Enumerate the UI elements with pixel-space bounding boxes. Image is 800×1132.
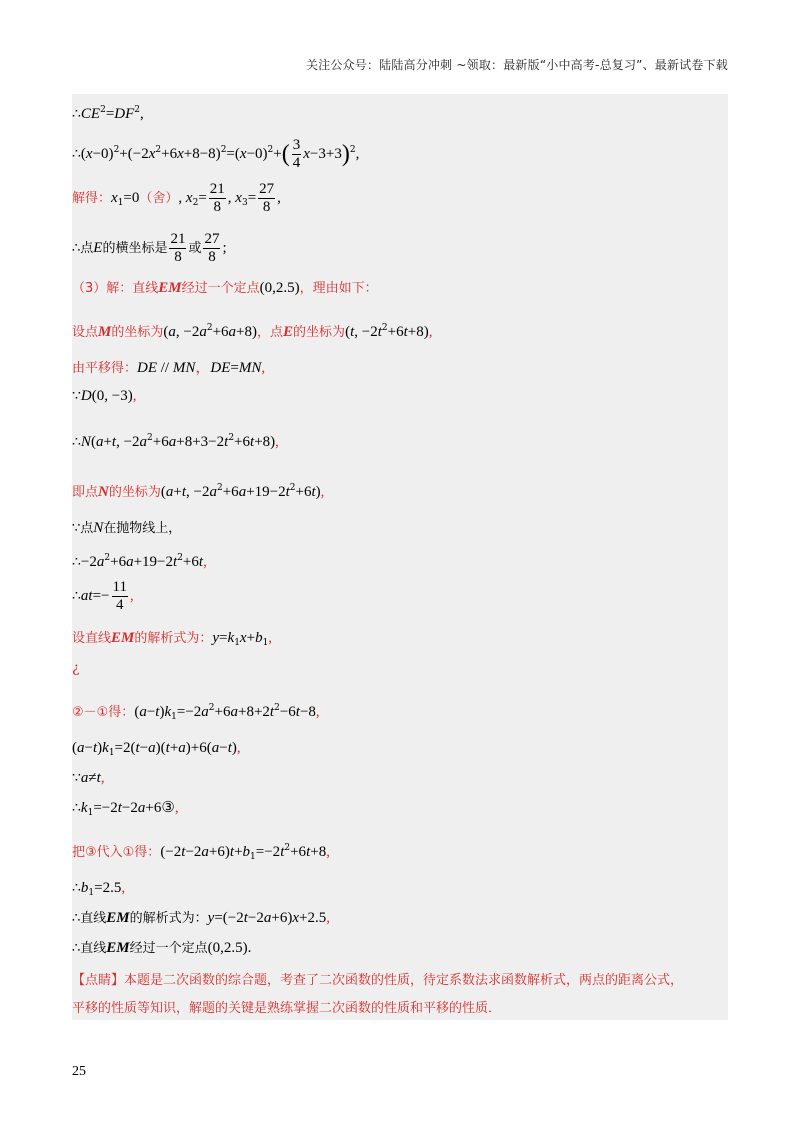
comment-tag: 【点睛】 — [72, 973, 125, 988]
page-header: 关注公众号：陆陆高分冲刺 ~领取：最新版“小中高考-总复习”、最新试卷下载 — [305, 58, 728, 72]
page-number: 25 — [72, 1064, 86, 1079]
line-conclusion: ∴直线EM经过一个定点(0,2.5). — [72, 940, 252, 956]
line-e-abscissa: ∴点E的横坐标是 $\frac{21}{8}$ 或 $\frac{27}{8}$ ; — [72, 230, 227, 265]
line-subtract: ②－①得：$(a-t)k_1=-2a^2+6a+8+2t^2-6t-8$, — [72, 703, 320, 722]
discard-note: （舍） — [139, 191, 179, 206]
line-set-em: 设直线EM的解析式为：$y=k_1x+b_1$, — [72, 630, 273, 648]
line-factor: $(a-t)k_1=2(t-a)(t+a)+6(a-t)$, — [72, 740, 241, 758]
line-equation-at: $\therefore-2a^2+6a+19-2t^2+6t$, — [72, 553, 207, 570]
line-b1: $\therefore b_1=2.5$, — [72, 880, 126, 898]
solve-label: 解得： — [72, 191, 112, 206]
line-solutions: 解得：$x_1=0$（舍）, $x_2=$ $\frac{21}{8}$ , $x_3=$ $\frac{27}{8}$ , — [72, 180, 281, 215]
line-substitute: 把③代入①得：$(-2t-2a+6)t+b_1=-2t^2+6t+8$, — [72, 843, 330, 862]
line-at-value: ∴at=− $\frac{11}{4}$ , — [72, 578, 134, 613]
line-a-not-t: ∵a≠t, — [72, 770, 105, 786]
line-distance-equation: $\therefore(x-0)^2+(-2x^2+6x+8-8)^2=(x-0)^2+$( $\frac{3}{4}$ x−3+3)$^2$, — [72, 136, 360, 171]
line-comment-2: 平移的性质等知识，解题的关键是熟练掌握二次函数的性质和平移的性质． — [72, 1001, 502, 1016]
line-k1: $\therefore k_1=-2t-2a+6③$, — [72, 800, 179, 818]
line-set-points: 设点M的坐标为(a, $-2a^2+6a+8$)，点E的坐标为(t, $-2t^2+6t+8$), — [72, 323, 433, 340]
line-point-n: ∴N(a+t, $-2a^2+6a+8+3-2t^2+6t+8$), — [72, 433, 279, 450]
line-comment-1: 【点睛】本题是二次函数的综合题，考查了二次函数的性质，待定系数法求函数解析式，两点的距离公式， — [72, 973, 684, 988]
solution-content — [72, 94, 728, 1020]
line-part3-intro: （3）解：直线EM经过一个定点(0,2.5)，理由如下： — [72, 280, 378, 296]
line-translation: 由平移得：DE // MN，DE=MN, — [72, 360, 266, 376]
therefore-symbol: ∴ — [72, 106, 81, 122]
line-em-expression: ∴直线EM的解析式为：y=(−2t−2a+6)x+2.5, — [72, 910, 330, 926]
line-ce-df: $\therefore CE^2=DF^2$, — [72, 105, 144, 122]
line-n-on-parabola: ∵点N在抛物线上， — [72, 520, 182, 536]
line-point-d: ∵D(0, −3), — [72, 388, 137, 404]
line-symbol: ¿ — [72, 660, 80, 676]
therefore-symbol: ∴ — [72, 146, 81, 162]
line-n-coordinates: 即点N的坐标为(a+t, $-2a^2+6a+19-2t^2+6t$), — [72, 483, 325, 500]
